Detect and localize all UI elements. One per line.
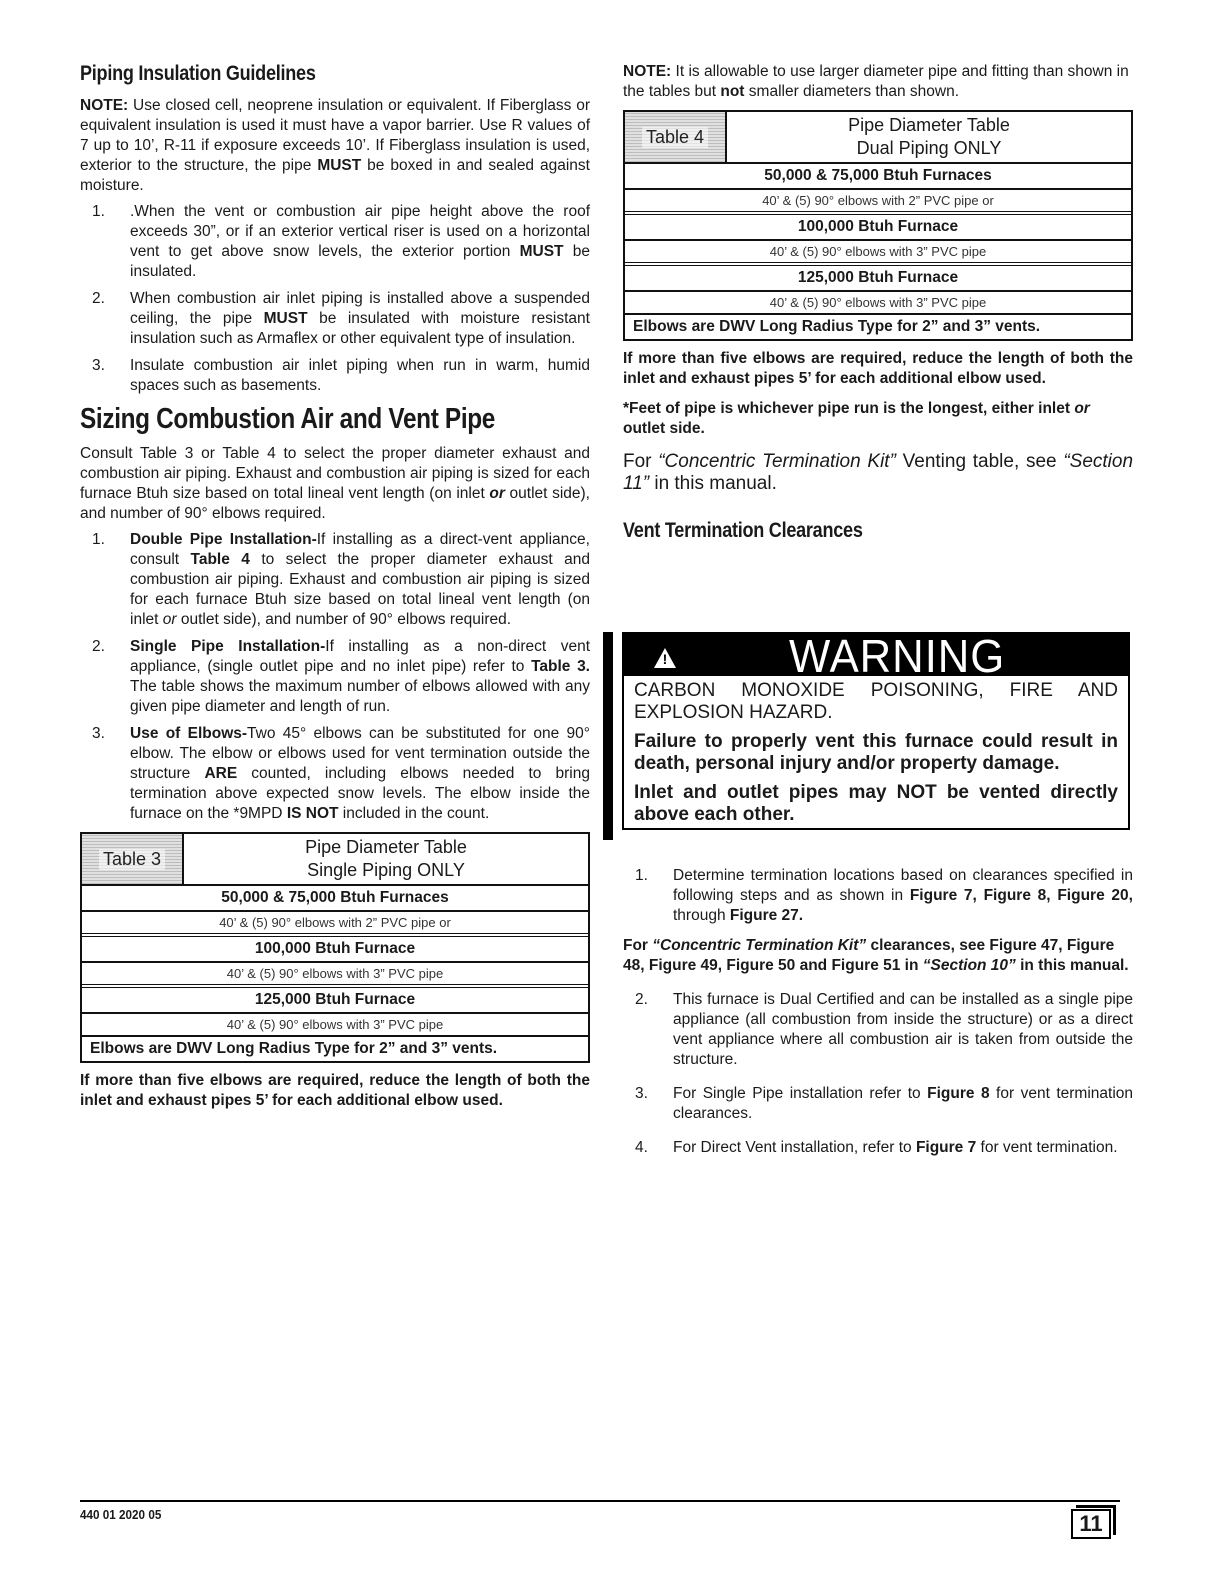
sizing-intro: Consult Table 3 or Table 4 to select the proper diameter exhaust and combustion air piping. Exhaust and combustion air piping is sized for each furnace Btuh size based on total lineal vent length (on inlet or outlet side), and number of 90° elbows required. xyxy=(80,445,590,522)
insulation-list xyxy=(80,202,590,396)
list-item: 2. This furnace is Dual Certified and can be installed as a single pipe appliance (all combustion from inside the structure) or as a direct vent appliance where all combustion air is taken from outside the structure. xyxy=(635,991,1133,1068)
table-row: 100,000 Btuh Furnace xyxy=(625,215,1131,241)
table-row: 40’ & (5) 90° elbows with 3” PVC pipe xyxy=(82,1014,588,1037)
table-4 xyxy=(623,110,1133,341)
table-4-tag: Table 4 xyxy=(625,112,727,162)
right-column xyxy=(623,62,1133,553)
footer-rule xyxy=(80,1500,1120,1502)
table-row: 125,000 Btuh Furnace xyxy=(82,988,588,1014)
clearances-heading: Vent Termination Clearances xyxy=(623,519,863,542)
table-3-title: Pipe Diameter Table Single Piping ONLY xyxy=(305,837,467,880)
insulation-note: NOTE: Use closed cell, neoprene insulation or equivalent. If Fiberglass or equivalent insulation is used it must have a vapor barrier. Use R values of 7 up to 10’, R-11 if exposure exceeds 10’. If Fiberglass insulation is used, exterior to the structure, the pipe MUST be boxed in and sealed against moisture. xyxy=(80,97,590,194)
table-4-title: Pipe Diameter Table Dual Piping ONLY xyxy=(848,115,1010,158)
table-row: 40’ & (5) 90° elbows with 2” PVC pipe or xyxy=(625,190,1131,215)
sizing-heading: Sizing Combustion Air and Vent Pipe xyxy=(80,403,496,435)
table-row: 40’ & (5) 90° elbows with 3” PVC pipe xyxy=(82,963,588,988)
document-code: 440 01 2020 05 xyxy=(80,1507,162,1522)
warning-side-bar xyxy=(603,632,613,840)
exclamation-icon: ! xyxy=(662,651,668,667)
warning-instruction: Inlet and outlet pipes may NOT be vented directly above each other. xyxy=(634,782,1118,825)
feet-note: *Feet of pipe is whichever pipe run is the longest, either inlet or outlet side. xyxy=(623,400,1090,437)
list-item: 3. Use of Elbows-Two 45° elbows can be substituted for one 90° elbow. The elbow or elbows used for vent termination outside the structure ARE counted, including elbows needed to bring termination above expected snow levels. The elbow inside the furnace on the *9MPD IS NOT included in the count. xyxy=(92,725,590,822)
list-item: 3. Insulate combustion air inlet piping when run in warm, humid spaces such as basements. xyxy=(92,357,590,394)
diameter-note: NOTE: It is allowable to use larger diameter pipe and fitting than shown in the tables but not smaller diameters than shown. xyxy=(623,63,1129,100)
elbow-note: If more than five elbows are required, reduce the length of both the inlet and exhaust pipes 5’ for each additional elbow used. xyxy=(623,350,1133,387)
elbow-note: If more than five elbows are required, reduce the length of both the inlet and exhaust pipes 5’ for each additional elbow used. xyxy=(80,1072,590,1109)
concentric-clearances-note: For “Concentric Termination Kit” clearances, see Figure 47, Figure 48, Figure 49, Figure 50 and Figure 51 in “Section 10” in this manual. xyxy=(623,937,1129,974)
list-item: 1. Determine termination locations based on clearances specified in following steps and as shown in Figure 7, Figure 8, Figure 20, through Figure 27. xyxy=(635,867,1133,924)
termination-steps xyxy=(623,866,1133,1165)
sizing-list xyxy=(80,530,590,824)
table-footer-row: Elbows are DWV Long Radius Type for 2” and 3” vents. xyxy=(90,1040,498,1057)
table-row: 50,000 & 75,000 Btuh Furnaces xyxy=(625,164,1131,190)
table-row: 125,000 Btuh Furnace xyxy=(625,266,1131,292)
list-item: 1. Double Pipe Installation-If installing as a direct-vent appliance, consult Table 4 to select the proper diameter exhaust and combustion air piping. Exhaust and combustion air piping is sized for each furnace Btuh size based on total lineal vent length (on inlet or outlet side), and number of 90° elbows required. xyxy=(92,531,591,628)
table-footer-row: Elbows are DWV Long Radius Type for 2” and 3” vents. xyxy=(633,318,1041,335)
concentric-venting-note: For “Concentric Termination Kit” Venting table, see “Section 11” in this manual. xyxy=(623,451,1134,494)
table-row: 40’ & (5) 90° elbows with 3” PVC pipe xyxy=(625,241,1131,266)
warning-title: WARNING xyxy=(789,630,1006,682)
table-row: 50,000 & 75,000 Btuh Furnaces xyxy=(82,886,588,912)
list-item: 3. For Single Pipe installation refer to Figure 8 for vent termination clearances. xyxy=(635,1085,1134,1122)
page-number: 11 xyxy=(1071,1509,1111,1539)
table-row: 100,000 Btuh Furnace xyxy=(82,937,588,963)
left-column xyxy=(80,62,590,1111)
warning-consequence: Failure to properly vent this furnace could result in death, personal injury and/or property damage. xyxy=(634,731,1118,774)
list-item: 2. Single Pipe Installation-If installing as a non-direct vent appliance, (single outlet pipe and no inlet pipe) refer to Table 3. The table shows the maximum number of elbows allowed with any given pipe diameter and length of run. xyxy=(92,638,590,715)
table-row: 40’ & (5) 90° elbows with 2” PVC pipe or xyxy=(82,912,588,937)
warning-header xyxy=(624,630,1128,682)
list-item: 4. For Direct Vent installation, refer to Figure 7 for vent termination. xyxy=(635,1139,1118,1156)
table-row: 40’ & (5) 90° elbows with 3” PVC pipe xyxy=(625,292,1131,315)
insulation-heading: Piping Insulation Guidelines xyxy=(80,62,316,85)
table-3 xyxy=(80,832,590,1063)
warning-hazard: CARBON MONOXIDE POISONING, FIRE AND EXPLOSION HAZARD. xyxy=(634,680,1118,723)
list-item: 1. .When the vent or combustion air pipe height above the roof exceeds 30”, or if an exterior vertical riser is used on a horizontal vent to get above snow levels, the exterior portion MUST be insulated. xyxy=(92,203,590,280)
table-3-tag: Table 3 xyxy=(82,834,184,884)
warning-box xyxy=(603,632,1130,832)
list-item: 2. When combustion air inlet piping is installed above a suspended ceiling, the pipe MUST be insulated with moisture resistant insulation such as Armaflex or other equivalent type of insulation. xyxy=(92,290,590,347)
